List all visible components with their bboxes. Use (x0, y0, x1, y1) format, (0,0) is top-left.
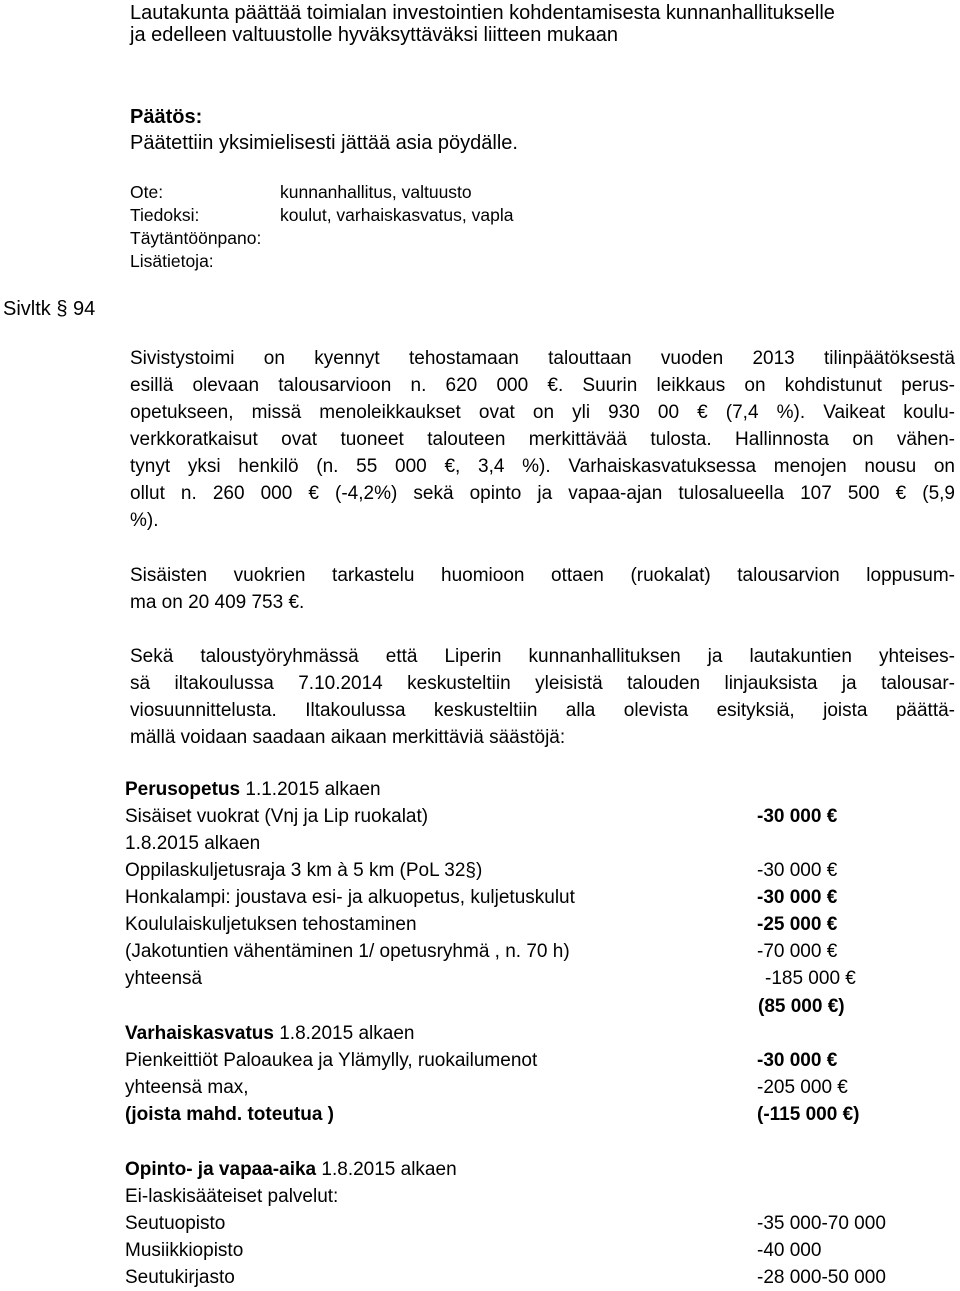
row-amount: (85 000 €) (758, 996, 845, 1017)
paragraph-line: ollut n. 260 000 € (-4,2%) sekä opinto ja vapaa-ajan tulosalueella 107 500 € (5,9 (130, 483, 955, 504)
varhaiskasvatus-date: 1.8.2015 alkaen (273, 1023, 415, 1044)
lisatietoja-label: Lisätietoja: (130, 251, 214, 271)
opinto-heading (125, 1156, 457, 1183)
paragraph-line: ma on 20 409 753 €. (130, 592, 305, 613)
opinto-subtitle: Ei-laskisääteiset palvelut: (125, 1186, 339, 1207)
row-amount: -205 000 € (757, 1077, 848, 1098)
row-label: Seutukirjasto (125, 1267, 235, 1288)
ote-value: kunnanhallitus, valtuusto (280, 182, 472, 202)
perusopetus-row (125, 965, 925, 992)
paragraph-3 (130, 643, 955, 751)
paragraph-line: sä iltakoulussa 7.10.2014 keskusteltiin yleisistä talouden linjauksista ja talousar- (130, 673, 955, 694)
paragraph-line: esillä olevaan talousarvioon n. 620 000 €. Suurin leikkaus on kohdistunut perus- (130, 375, 955, 396)
row-label: Pienkeittiöt Paloaukea ja Ylämylly, ruokailumenot (125, 1050, 538, 1071)
opinto-row (125, 1237, 925, 1264)
paragraph-line: opetukseen, missä menoleikkaukset ovat on yli 930 00 € (7,4 %). Vaikeat koulu- (130, 402, 955, 423)
paragraph-line: viosuunnittelusta. Iltakoulussa keskusteltiin alla olevista esityksiä, joista päättä- (130, 700, 955, 721)
perusopetus-row (125, 938, 925, 965)
varhaiskasvatus-row (125, 1047, 925, 1074)
row-label: Honkalampi: joustava esi- ja alkuopetus, kuljetuskulut (125, 887, 575, 908)
paragraph-line: mällä voidaan saadaan aikaan merkittäviä säästöjä: (130, 727, 566, 748)
paragraph-line: tynyt yksi henkilö (n. 55 000 €, 3,4 %). Varhaiskasvatuksessa menojen nousu on (130, 456, 955, 477)
row-amount: -30 000 € (757, 887, 838, 908)
opinto-title: Opinto- ja vapaa-aika (125, 1159, 317, 1180)
section-label: Sivltk § 94 (3, 298, 96, 320)
paragraph-line: %). (130, 510, 159, 531)
perusopetus-row (125, 911, 925, 938)
perusopetus-title: Perusopetus (125, 779, 241, 800)
varhaiskasvatus-row (125, 1074, 925, 1101)
decision-text: Päätettiin yksimielisesti jättää asia pöydälle. (130, 132, 518, 154)
header-line-2: ja edelleen valtuustolle hyväksyttäväksi liitteen mukaan (130, 24, 619, 46)
opinto-row (125, 1264, 925, 1291)
row-label: yhteensä (125, 968, 203, 989)
row-amount: (-115 000 €) (757, 1104, 860, 1125)
taytantoonpano-label: Täytäntöönpano: (130, 228, 262, 248)
paragraph-line: Sekä taloustyöryhmässä että Liperin kunnanhallituksen ja lautakuntien yhteises- (130, 646, 955, 667)
row-amount: -40 000 (757, 1240, 822, 1261)
tiedoksi-label: Tiedoksi: (130, 205, 200, 225)
opinto-row (125, 1210, 925, 1237)
row-label: yhteensä max, (125, 1077, 249, 1098)
row-label: 1.8.2015 alkaen (125, 833, 261, 854)
row-amount: -28 000-50 000 (757, 1267, 886, 1288)
row-label: Sisäiset vuokrat (Vnj ja Lip ruokalat) (125, 806, 429, 827)
perusopetus-row (125, 857, 925, 884)
row-label: Oppilaskuljetusraja 3 km à 5 km (PoL 32§) (125, 860, 483, 881)
row-label: Musiikkiopisto (125, 1240, 244, 1261)
decision-label: Päätös: (130, 106, 203, 128)
paragraph-line: Sisäisten vuokrien tarkastelu huomioon ottaen (ruokalat) talousarvion loppusum- (130, 565, 955, 586)
row-amount: -35 000-70 000 (757, 1213, 886, 1234)
paragraph-line: verkkoratkaisut ovat tuoneet talouteen merkittävää tulosta. Hallinnosta on vähen- (130, 429, 955, 450)
row-label: (Jakotuntien vähentäminen 1/ opetusryhmä , n. 70 h) (125, 941, 570, 962)
varhaiskasvatus-heading (125, 1020, 414, 1047)
row-amount: -30 000 € (757, 806, 838, 827)
perusopetus-row (125, 884, 925, 911)
perusopetus-date: 1.1.2015 alkaen (240, 779, 381, 800)
ote-label: Ote: (130, 182, 164, 202)
perusopetus-heading (125, 776, 381, 803)
header-line-1: Lautakunta päättää toimialan investointien kohdentamisesta kunnanhallitukselle (130, 2, 835, 24)
row-amount: -185 000 € (765, 968, 856, 989)
paragraph-line: Sivistystoimi on kyennyt tehostamaan talouttaan vuoden 2013 tilinpäätöksestä (130, 348, 955, 369)
row-amount: -30 000 € (757, 1050, 838, 1071)
tiedoksi-value: koulut, varhaiskasvatus, vapla (280, 205, 514, 225)
perusopetus-row (125, 993, 925, 1020)
row-amount: -70 000 € (757, 941, 838, 962)
varhaiskasvatus-title: Varhaiskasvatus (125, 1023, 274, 1044)
row-label: (joista mahd. toteutua ) (125, 1104, 334, 1125)
row-label: Seutuopisto (125, 1213, 226, 1234)
varhaiskasvatus-row (125, 1101, 925, 1128)
row-label: Koululaiskuljetuksen tehostaminen (125, 914, 417, 935)
paragraph-1 (130, 345, 955, 534)
perusopetus-row (125, 803, 925, 830)
row-amount: -25 000 € (757, 914, 838, 935)
row-amount: -30 000 € (757, 860, 838, 881)
opinto-date: 1.8.2015 alkaen (316, 1159, 457, 1180)
paragraph-2 (130, 562, 955, 616)
perusopetus-row (125, 830, 925, 857)
